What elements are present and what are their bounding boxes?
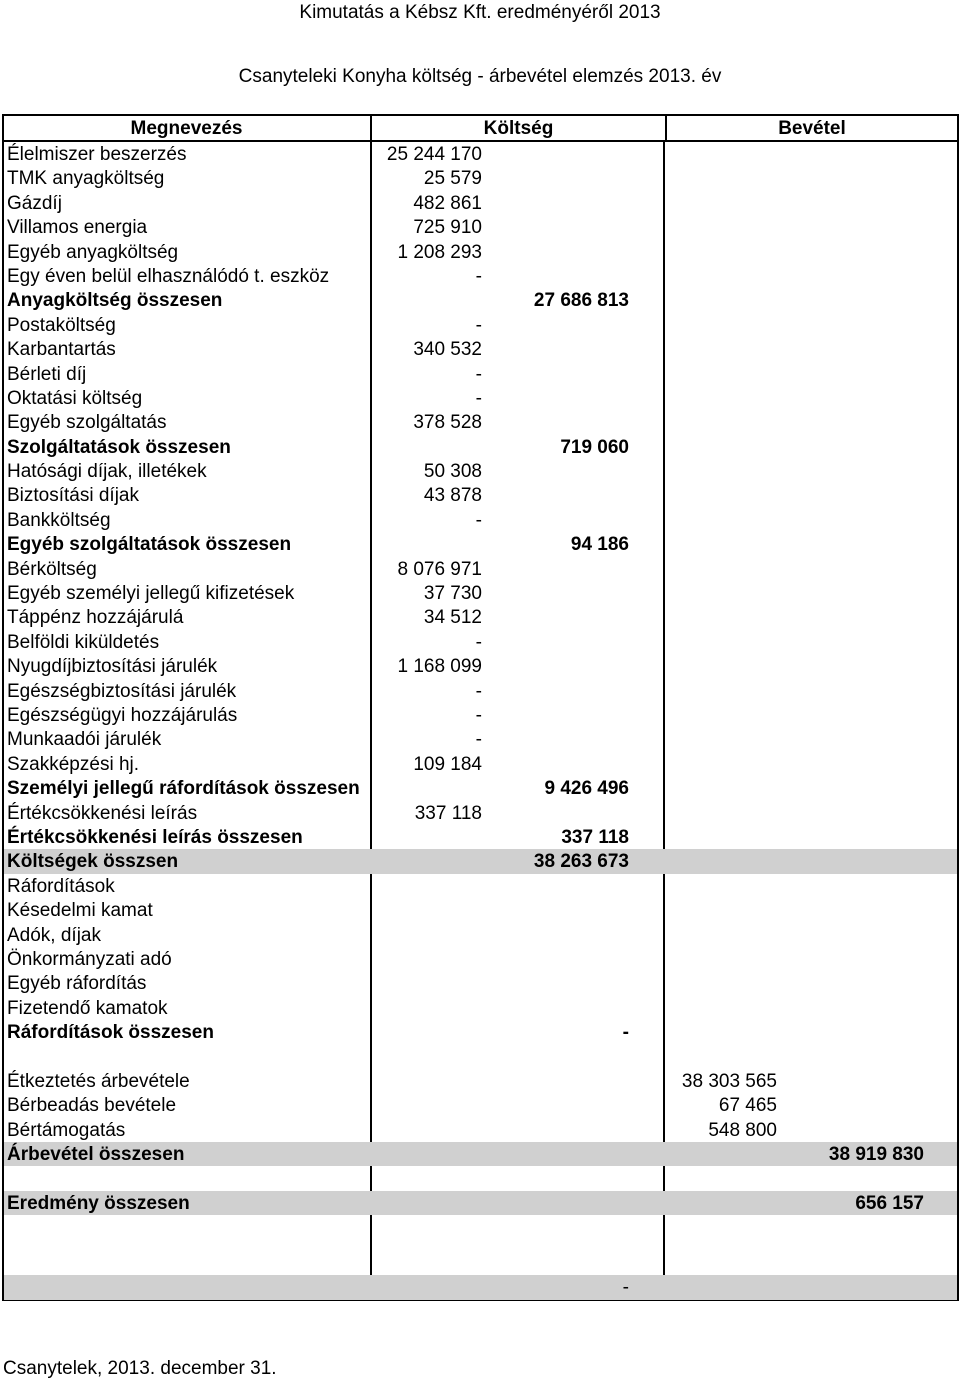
row-value: 8 076 971 xyxy=(397,558,482,580)
table-row xyxy=(4,971,957,995)
row-label: Étkeztetés árbevétele xyxy=(7,1070,190,1092)
table-row xyxy=(4,898,957,922)
row-value: 27 686 813 xyxy=(533,290,629,312)
row-label: Eredmény összesen xyxy=(7,1192,190,1214)
row-label: TMK anyagköltség xyxy=(7,168,165,190)
table-row xyxy=(4,874,957,898)
cost-revenue-table xyxy=(2,114,959,1301)
row-label: Belföldi kiküldetés xyxy=(7,631,160,653)
table-row xyxy=(4,923,957,947)
row-label: Értékcsökkenési leírás xyxy=(7,802,198,824)
row-value: 1 208 293 xyxy=(397,241,482,263)
table-row xyxy=(4,703,957,727)
row-label: Bankköltség xyxy=(7,509,111,531)
table-row xyxy=(4,679,957,703)
table-body xyxy=(2,140,959,1301)
row-label: Nyugdíjbiztosítási járulék xyxy=(7,656,218,678)
table-row xyxy=(4,264,957,288)
row-value: 109 184 xyxy=(413,753,482,775)
row-label: Ráfordítások összesen xyxy=(7,1022,214,1044)
row-label: Ráfordítások xyxy=(7,875,115,897)
row-value: 43 878 xyxy=(423,485,482,507)
table-row xyxy=(4,1020,957,1044)
table-row xyxy=(4,654,957,678)
table-row xyxy=(4,825,957,849)
row-value: 548 800 xyxy=(708,1119,777,1141)
table-row xyxy=(4,435,957,459)
table-row xyxy=(4,557,957,581)
table-row xyxy=(4,337,957,361)
table-row xyxy=(4,947,957,971)
row-value: - xyxy=(475,631,482,653)
row-value: - xyxy=(622,1277,629,1299)
table-row xyxy=(4,1275,957,1299)
row-label: Biztosítási díjak xyxy=(7,485,139,507)
row-label: Személyi jellegű ráfordítások összesen xyxy=(7,778,360,800)
row-label: Egyéb szolgáltatások összesen xyxy=(7,534,292,556)
table-row xyxy=(4,776,957,800)
row-value: - xyxy=(622,1022,629,1044)
row-label: Késedelmi kamat xyxy=(7,900,153,922)
table-row xyxy=(4,849,957,873)
row-label: Árbevétel összesen xyxy=(7,1144,185,1166)
column-header-name: Megnevezés xyxy=(130,118,243,139)
row-value: 340 532 xyxy=(413,339,482,361)
row-value: - xyxy=(475,729,482,751)
row-label: Bérköltség xyxy=(7,558,97,580)
table-row xyxy=(4,313,957,337)
row-value: - xyxy=(475,265,482,287)
row-label: Egyéb szolgáltatás xyxy=(7,412,167,434)
row-value: 38 263 673 xyxy=(533,851,629,873)
row-value: 482 861 xyxy=(413,192,482,214)
row-label: Anyagköltség összesen xyxy=(7,290,223,312)
row-label: Értékcsökkenési leírás összesen xyxy=(7,826,303,848)
row-value: 50 308 xyxy=(423,461,482,483)
table-row xyxy=(4,288,957,312)
column-header-cost: Költség xyxy=(370,116,667,140)
table-row xyxy=(4,142,957,166)
footer-place-date: Csanytelek, 2013. december 31. xyxy=(3,1358,277,1379)
row-value: 25 579 xyxy=(423,168,482,190)
row-label: Bérleti díj xyxy=(7,363,87,385)
row-value: - xyxy=(475,680,482,702)
table-row xyxy=(4,166,957,190)
row-value: 25 244 170 xyxy=(386,144,482,165)
table-row xyxy=(4,410,957,434)
table-row xyxy=(4,1093,957,1117)
table-row xyxy=(4,801,957,825)
table-header xyxy=(2,114,959,140)
row-label: Egy éven belül elhasználódó t. eszköz xyxy=(7,265,330,287)
table-row xyxy=(4,532,957,556)
table-row xyxy=(4,581,957,605)
row-label: Gázdíj xyxy=(7,192,62,214)
row-label: Hatósági díjak, illetékek xyxy=(7,461,207,483)
table-row xyxy=(4,605,957,629)
table-row xyxy=(4,459,957,483)
table-row xyxy=(4,191,957,215)
row-label: Fizetendő kamatok xyxy=(7,997,168,1019)
row-value: 9 426 496 xyxy=(544,778,629,800)
table-row xyxy=(4,215,957,239)
table-row xyxy=(4,1166,957,1190)
row-value: 656 157 xyxy=(855,1192,924,1214)
table-row xyxy=(4,508,957,532)
row-value: 67 465 xyxy=(718,1095,777,1117)
row-label: Adók, díjak xyxy=(7,924,101,946)
table-row xyxy=(4,386,957,410)
row-label: Táppénz hozzájárulá xyxy=(7,607,184,629)
table-row xyxy=(4,1118,957,1142)
row-label: Szolgáltatások összesen xyxy=(7,436,231,458)
row-value: - xyxy=(475,363,482,385)
table-row xyxy=(4,483,957,507)
table-row xyxy=(4,1142,957,1166)
table-row xyxy=(4,1191,957,1215)
row-label: Egyéb ráfordítás xyxy=(7,973,147,995)
row-value: 38 303 565 xyxy=(681,1070,777,1092)
row-value: 1 168 099 xyxy=(397,656,482,678)
report-subtitle: Csanyteleki Konyha költség - árbevétel elemzés 2013. év xyxy=(238,66,722,87)
table-row xyxy=(4,1044,957,1068)
row-value: 337 118 xyxy=(561,826,629,848)
table-row xyxy=(4,1069,957,1093)
row-label: Költségek összsen xyxy=(7,851,179,873)
row-value: 725 910 xyxy=(413,217,482,239)
row-label: Egészségügyi hozzájárulás xyxy=(7,704,238,726)
row-label: Élelmiszer beszerzés xyxy=(7,144,187,165)
row-label: Önkormányzati adó xyxy=(7,948,172,970)
row-value: 337 118 xyxy=(414,802,482,824)
bottom-blank-area xyxy=(4,1215,957,1301)
row-label: Szakképzési hj. xyxy=(7,753,140,775)
row-value: 37 730 xyxy=(423,583,482,605)
table-row xyxy=(4,630,957,654)
table-row xyxy=(4,240,957,264)
row-label: Egyéb anyagköltség xyxy=(7,241,179,263)
row-value: - xyxy=(475,387,482,409)
row-label: Bérbeadás bevétele xyxy=(7,1095,177,1117)
report-title: Kimutatás a Kébsz Kft. eredményéről 2013 xyxy=(299,2,661,23)
row-value: - xyxy=(475,509,482,531)
row-label: Oktatási költség xyxy=(7,387,143,409)
row-value: 378 528 xyxy=(413,412,482,434)
row-label: Munkaadói járulék xyxy=(7,729,162,751)
row-label: Villamos energia xyxy=(7,217,148,239)
row-value: 38 919 830 xyxy=(828,1144,924,1166)
row-value: 94 186 xyxy=(570,534,629,556)
table-row xyxy=(4,727,957,751)
column-header-revenue: Bevétel xyxy=(778,118,846,139)
row-label: Bértámogatás xyxy=(7,1119,126,1141)
row-label: Egyéb személyi jellegű kifizetések xyxy=(7,583,295,605)
row-label: Egészségbiztosítási járulék xyxy=(7,680,237,702)
table-row xyxy=(4,362,957,386)
row-value: 719 060 xyxy=(560,436,629,458)
row-value: - xyxy=(475,704,482,726)
row-value: 34 512 xyxy=(423,607,482,629)
table-row xyxy=(4,996,957,1020)
row-label: Postaköltség xyxy=(7,314,116,336)
row-label: Karbantartás xyxy=(7,339,116,361)
table-row xyxy=(4,752,957,776)
row-value: - xyxy=(475,314,482,336)
